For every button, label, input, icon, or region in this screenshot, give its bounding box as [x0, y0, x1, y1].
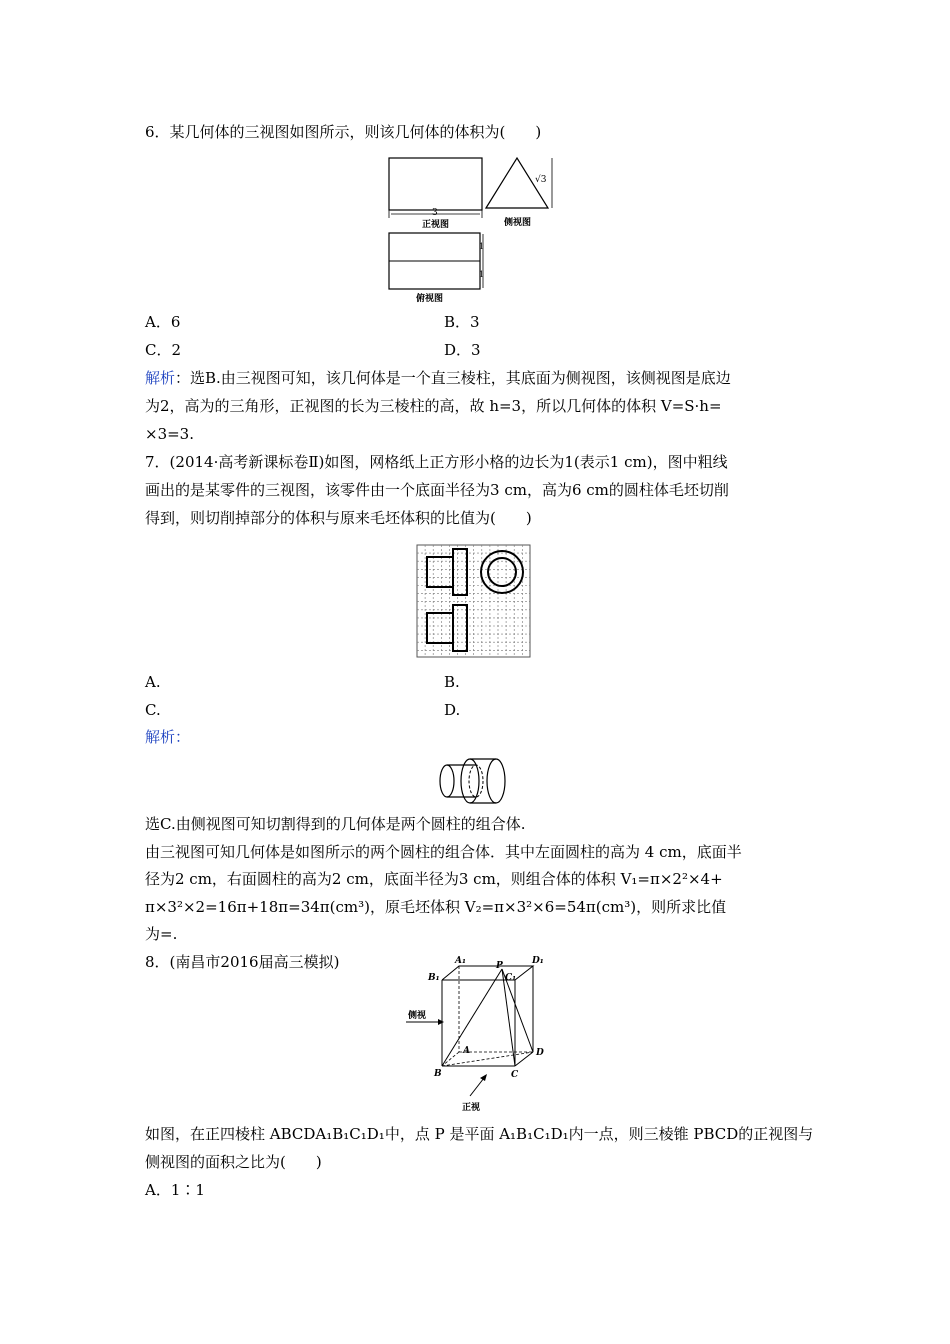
dim-sqrt3: √3: [535, 175, 547, 185]
q7-text-5: 为=.: [145, 925, 178, 943]
label-C1: C₁: [505, 973, 517, 983]
label-D1: D₁: [532, 956, 544, 966]
q8-stem-2: 侧视图的面积之比为( ): [145, 1153, 322, 1171]
label-B: B: [434, 1069, 442, 1079]
q7-text-1: 选C.由侧视图可知切割得到的几何体是两个圆柱的组合体.: [145, 815, 526, 833]
q6-option-d: D．3: [444, 341, 481, 359]
label-A: A: [463, 1046, 470, 1056]
q7-analysis-label: 解析：: [145, 728, 191, 746]
label-P: P: [496, 961, 503, 971]
dim-3: 3: [432, 208, 438, 218]
side-view-label: 侧视图: [504, 218, 532, 228]
front-view-rect: [389, 158, 482, 210]
q7-cylinder-figure: [436, 756, 516, 808]
top-view-label: 俯视图: [416, 294, 444, 304]
label-B1: B₁: [428, 973, 440, 983]
front-view-right: [453, 549, 467, 595]
side-view-inner-circle: [488, 558, 516, 586]
q8-prism-figure: [404, 956, 554, 1116]
top-view-right: [453, 605, 467, 651]
q6-option-a: A．6: [145, 313, 181, 331]
label-C: C: [511, 1070, 519, 1080]
q7-option-b: B.: [444, 673, 460, 691]
q7-stem-1: 7．(2014·高考新课标卷Ⅱ)如图，网格纸上正方形小格的边长为1(表示1 cm)，图中粗线: [145, 453, 728, 471]
q7-text-4: π×3²×2=16π+18π=34π(cm³)，原毛坯体积 V₂=π×3²×6=54π(cm³)，则所求比值: [145, 898, 727, 916]
dim-1b: 1: [479, 270, 485, 279]
grid-lines: [417, 545, 530, 657]
label-D: D: [536, 1048, 544, 1058]
front-view-arrow-label: 正视: [462, 1103, 481, 1113]
q6-stem: 6．某几何体的三视图如图所示，则该几何体的体积为( ): [145, 123, 542, 141]
q7-option-a: A.: [145, 673, 161, 691]
q7-text-2: 由三视图可知几何体是如图所示的两个圆柱的组合体．其中左面圆柱的高为 4 cm，底面半: [145, 843, 742, 861]
q6-option-b: B．3: [444, 313, 480, 331]
q8-stem-1: 如图，在正四棱柱 ABCDA₁B₁C₁D₁中，点 P 是平面 A₁B₁C₁D₁内一点，则三棱锥 PBCD的正视图与: [145, 1125, 814, 1143]
q7-option-d: D.: [444, 701, 461, 719]
q8-source: 8．(南昌市2016届高三模拟): [145, 953, 340, 971]
q7-stem-2: 画出的是某零件的三视图，该零件由一个底面半径为3 cm，高为6 cm的圆柱体毛坯切削: [145, 481, 729, 499]
q6-analysis-2: 为2，高为的三角形，正视图的长为三棱柱的高，故 h=3，所以几何体的体积 V=S·h=: [145, 397, 722, 415]
q6-analysis-1: 解析：选B.由三视图可知，该几何体是一个直三棱柱，其底面为侧视图，该侧视图是底边: [145, 369, 731, 387]
q6-three-view-figure: [380, 152, 570, 304]
dim-1a: 1: [479, 242, 485, 251]
q6-option-c: C．2: [145, 341, 182, 359]
q6-analysis-3: ×3=3.: [145, 425, 194, 443]
front-view-label: 正视图: [422, 220, 450, 230]
label-A1: A₁: [455, 956, 466, 966]
q7-stem-3: 得到，则切削掉部分的体积与原来毛坯体积的比值为( ): [145, 509, 532, 527]
q8-option-a: A．1∶1: [145, 1181, 205, 1199]
side-view-arrow-label: 侧视: [408, 1011, 427, 1021]
q7-grid-figure: [416, 544, 532, 660]
q7-option-c: C.: [145, 701, 161, 719]
q6-analysis-label: 解析: [145, 369, 176, 387]
q7-text-3: 径为2 cm，右面圆柱的高为2 cm，底面半径为3 cm，则组合体的体积 V₁=π×2²×4+: [145, 870, 723, 888]
